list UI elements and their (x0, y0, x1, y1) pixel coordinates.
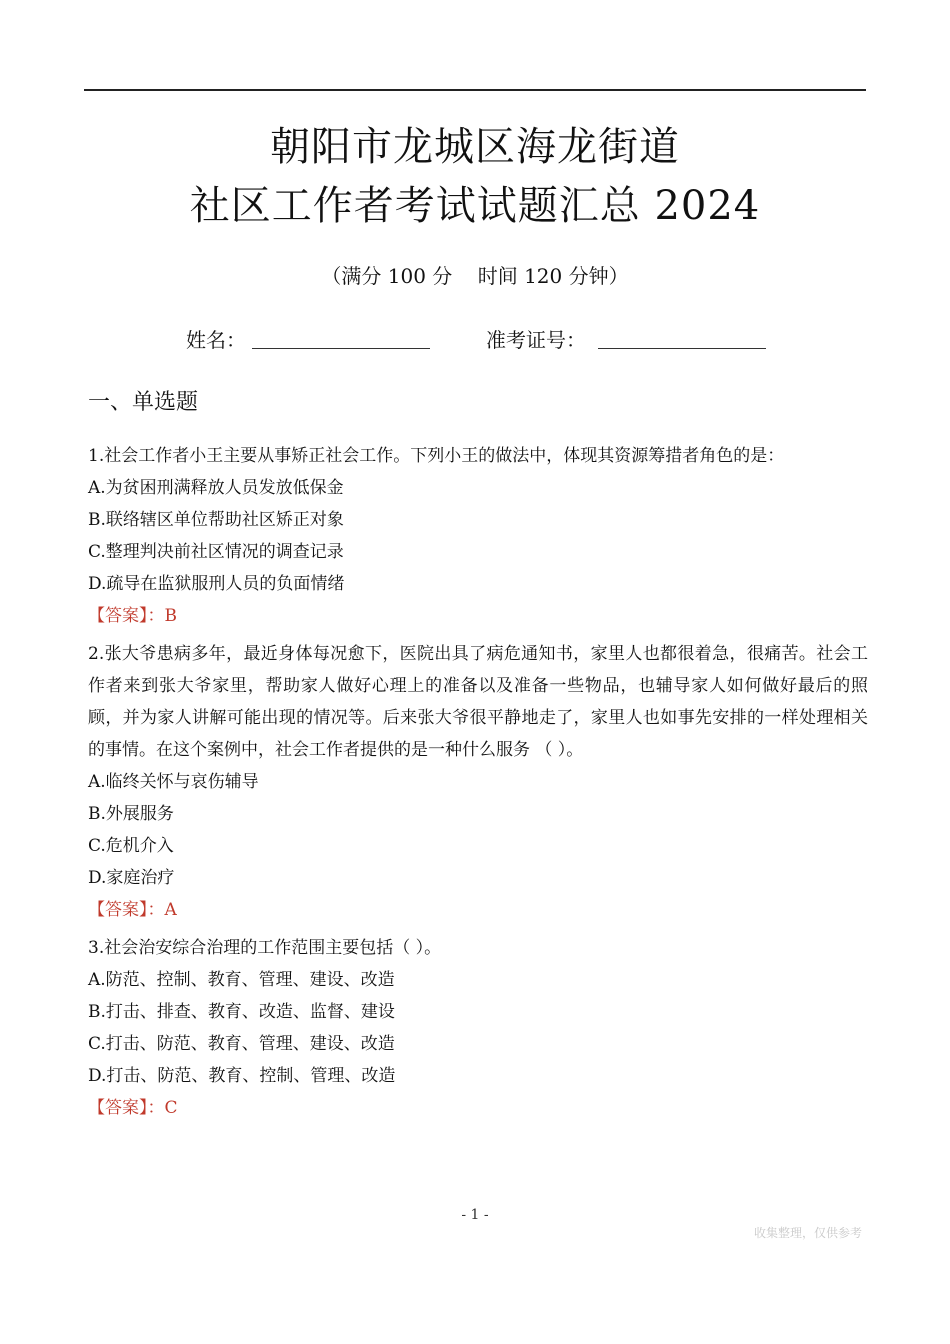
option-c: C.整理判决前社区情况的调查记录 (88, 542, 344, 562)
section-title: 一、单选题 (88, 390, 199, 415)
exam-info: （满分 100 分 时间 120 分钟） (321, 264, 629, 288)
question-stem: 1.社会工作者小王主要从事矫正社会工作。下列小王的做法中，体现其资源筹措者角色的是： (88, 446, 785, 466)
question-list (88, 440, 868, 1130)
option-c: C.打击、防范、教育、管理、建设、改造 (88, 1034, 395, 1054)
answer: 【答案】：A (88, 900, 177, 920)
document-title-line-2: 社区工作者考试试题汇总 2024 (189, 183, 761, 229)
option-a: A.临终关怀与哀伤辅导 (88, 772, 259, 792)
document-title-line-1: 朝阳市龙城区海龙街道 (270, 124, 680, 170)
top-rule (84, 89, 866, 91)
watermark-text: 收集整理，仅供参考 (753, 1226, 862, 1240)
option-a: A.为贫困刑满释放人员发放低保金 (88, 478, 344, 498)
question-1 (88, 440, 868, 632)
name-blank (252, 348, 430, 349)
name-label: 姓名： (186, 328, 246, 352)
option-d: D.打击、防范、教育、控制、管理、改造 (88, 1066, 396, 1086)
answer: 【答案】：C (88, 1098, 178, 1118)
option-a: A.防范、控制、教育、管理、建设、改造 (88, 970, 395, 990)
option-d: D.家庭治疗 (88, 868, 175, 888)
option-b: B.外展服务 (88, 804, 174, 824)
exam-id-label: 准考证号： (486, 328, 586, 352)
exam-id-blank (598, 348, 766, 349)
question-2 (88, 638, 868, 926)
question-stem: 3.社会治安综合治理的工作范围主要包括（ ）。 (88, 938, 442, 958)
option-b: B.打击、排查、教育、改造、监督、建设 (88, 1002, 395, 1022)
option-d: D.疏导在监狱服刑人员的负面情绪 (88, 574, 345, 594)
page-number: - 1 - (461, 1207, 489, 1223)
question-3 (88, 932, 868, 1124)
option-c: C.危机介入 (88, 836, 174, 856)
question-stem: 2.张大爷患病多年，最近身体每况愈下，医院出具了病危通知书，家里人也都很着急，很痛苦。社会工作者来到张大爷家里，帮助家人做好心理上的准备以及准备一些物品，也辅导家人如何做好最后的照顾，并为家人讲解可能出现的情况等。后来张大爷很平静地走了，家里人也如事先安排的一样处理相关的事情。在这个案例中，社会工作者提供的是一种什么服务 （ ）。 (88, 644, 868, 760)
option-b: B.联络辖区单位帮助社区矫正对象 (88, 510, 344, 530)
answer: 【答案】：B (88, 606, 177, 626)
